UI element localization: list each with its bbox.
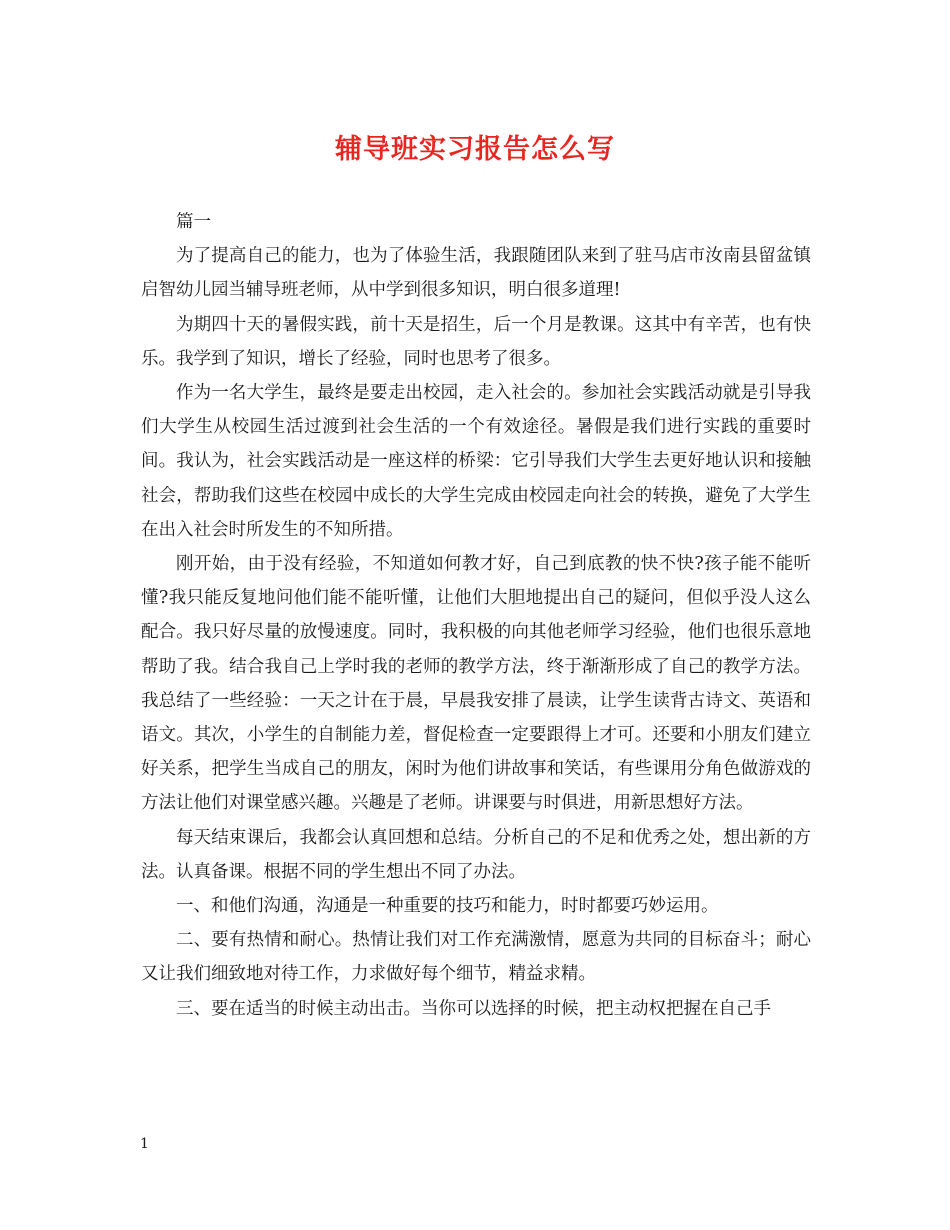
paragraph: 作为一名大学生，最终是要走出校园，走入社会的。参加社会实践活动就是引导我们大学生从校园生活过渡到社会生活的一个有效途径。暑假是我们进行实践的重要时间。我认为，社会实践活动是一座这样的桥梁：它引导我们大学生去更好地认识和接触社会，帮助我们这些在校园中成长的大学生完成由校园走向社会的转换，避免了大学生在出入社会时所发生的不知所措。: [141, 383, 811, 540]
paragraph: 为期四十天的暑假实践，前十天是招生，后一个月是教课。这其中有辛苦，也有快乐。我学到了知识，增长了经验，同时也思考了很多。: [141, 314, 811, 369]
document-title: 辅导班实习报告怎么写: [335, 134, 615, 165]
paragraph: 为了提高自己的能力，也为了体验生活，我跟随团队来到了驻马店市汝南县留盆镇启智幼儿园当辅导班老师，从中学到很多知识，明白很多道理!: [141, 246, 811, 301]
list-item: 三、要在适当的时候主动出击。当你可以选择的时候，把主动权把握在自己手: [176, 998, 771, 1019]
list-item: 一、和他们沟通，沟通是一种重要的技巧和能力，时时都要巧妙运用。: [176, 896, 719, 917]
paragraph: 每天结束课后，我都会认真回想和总结。分析自己的不足和优秀之处，想出新的方法。认真备课。根据不同的学生想出不同了办法。: [141, 827, 811, 882]
list-item: 二、要有热情和耐心。热情让我们对工作充满激情，愿意为共同的目标奋斗；耐心又让我们细致地对待工作，力求做好每个细节，精益求精。: [141, 930, 811, 985]
document-body: [141, 205, 811, 1026]
paragraph: 刚开始，由于没有经验，不知道如何教才好，自己到底教的快不快?孩子能不能听懂?我只能反复地问他们能不能听懂，让他们大胆地提出自己的疑问，但似乎没人这么配合。我只好尽量的放慢速度。同时，我积极的向其他老师学习经验，他们也很乐意地帮助了我。结合我自己上学时我的老师的教学方法，终于渐渐形成了自己的教学方法。我总结了一些经验：一天之计在于晨，早晨我安排了晨读，让学生读背古诗文、英语和语文。其次，小学生的自制能力差，督促检查一定要跟得上才可。还要和小朋友们建立好关系，把学生当成自己的朋友，闲时为他们讲故事和笑话，有些课用分角色做游戏的方法让他们对课堂感兴趣。兴趣是了老师。讲课要与时俱进，用新思想好方法。: [141, 554, 811, 814]
page-number: 1: [140, 1136, 149, 1152]
section-heading: 篇一: [176, 212, 211, 232]
